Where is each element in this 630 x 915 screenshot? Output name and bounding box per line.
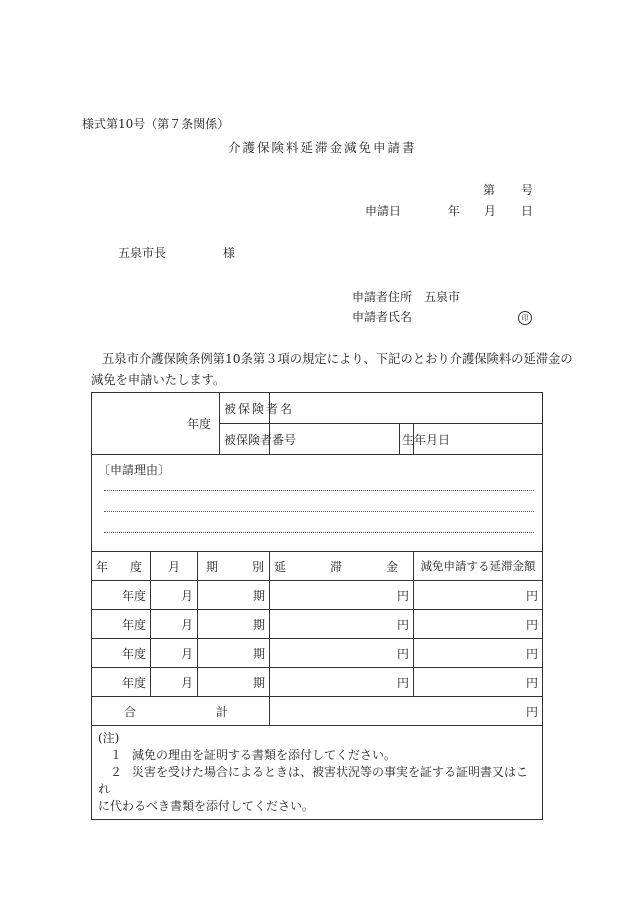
insured-name-label-cell [220,393,295,424]
reason-row [92,455,543,552]
row-late-fee[interactable]: 円 [270,668,414,697]
intro-line-1: 五泉市介護保険条例第10条第３項の規定により、下記のとおり介護保険料の延滞金の [102,352,573,366]
header-late-fee: 延 滞 金 [270,552,414,581]
total-label: 合 計 [92,697,270,726]
applicant-address-value: 五泉市 [424,290,461,304]
row-term[interactable]: 期 [198,610,270,639]
header-term: 期 別 [198,552,270,581]
row-late-fee[interactable]: 円 [270,610,414,639]
insured-number-label: 被保険者番号 [224,432,297,447]
row-reduction-amount[interactable]: 円 [414,668,543,697]
header-year: 年 度 [92,552,151,581]
applicant-name-label: 申請者氏名 [352,310,413,324]
birth-label-cell [400,424,451,455]
row-month[interactable]: 月 [151,668,198,697]
row-term[interactable]: 期 [198,668,270,697]
row-reduction-amount[interactable]: 円 [414,610,543,639]
row-reduction-amount[interactable]: 円 [414,581,543,610]
application-form-table [91,392,543,820]
fiscal-year-label: 年度 [187,417,212,431]
date-month: 月 [484,204,497,218]
row-reduction-amount[interactable]: 円 [414,639,543,668]
mayor-label: 五泉市長 [118,246,167,260]
note-2-continued: に代わるべき書類を添付してください。 [98,799,315,813]
row-month[interactable]: 月 [151,581,198,610]
reason-field[interactable] [92,455,543,552]
row-term[interactable]: 期 [198,581,270,610]
reason-line-1[interactable] [104,490,534,491]
header-month: 月 [151,552,198,581]
row-late-fee[interactable]: 円 [270,639,414,668]
row-term[interactable]: 期 [198,639,270,668]
form-number: 様式第10号（第７条関係） [82,117,230,131]
note-2: ２ 災害を受けた場合によるときは、被害状況等の事実を証する証明書又はこれ [98,765,529,796]
seal-icon: 印 [518,311,532,325]
notes-title: (注) [98,731,120,745]
header-reduction-amount: 減免申請する延滞金額 [414,552,543,581]
reason-label: 〔申請理由〕 [98,463,171,477]
applicant-address-label: 申請者住所 [352,290,413,304]
insured-number-label-cell [220,424,297,455]
date-day: 日 [521,204,534,218]
sama-label: 様 [223,246,236,260]
notes-cell [92,726,543,820]
reason-line-3[interactable] [104,532,534,533]
notes-row [92,726,543,820]
intro-line-2: 減免を申請いたします。 [91,373,226,387]
birth-date-label: 生年月日 [402,432,451,447]
row-year[interactable]: 年度 [92,639,151,668]
row-year[interactable]: 年度 [92,581,151,610]
number-go: 号 [521,183,534,197]
row-late-fee[interactable]: 円 [270,581,414,610]
detail-row [92,668,543,697]
reason-line-2[interactable] [104,511,534,512]
insured-name-field[interactable] [270,393,543,424]
row-year[interactable]: 年度 [92,668,151,697]
detail-row [92,581,543,610]
date-year: 年 [448,204,461,218]
seal-mark [518,309,532,325]
note-1: １ 減免の理由を証明する書類を添付してください。 [109,748,397,762]
row-month[interactable]: 月 [151,610,198,639]
detail-header-row [92,552,543,581]
total-amount[interactable]: 円 [270,697,543,726]
row-month[interactable]: 月 [151,639,198,668]
document-title: 介護保険料延滞金減免申請書 [228,140,417,155]
row-year[interactable]: 年度 [92,610,151,639]
insured-name-label: 被保険者名 [224,401,295,416]
detail-row [92,610,543,639]
detail-row [92,639,543,668]
fiscal-year-cell [92,393,220,455]
total-row [92,697,543,726]
insured-name-row [92,393,543,424]
number-dai: 第 [483,183,496,197]
application-date-label: 申請日 [365,204,402,218]
